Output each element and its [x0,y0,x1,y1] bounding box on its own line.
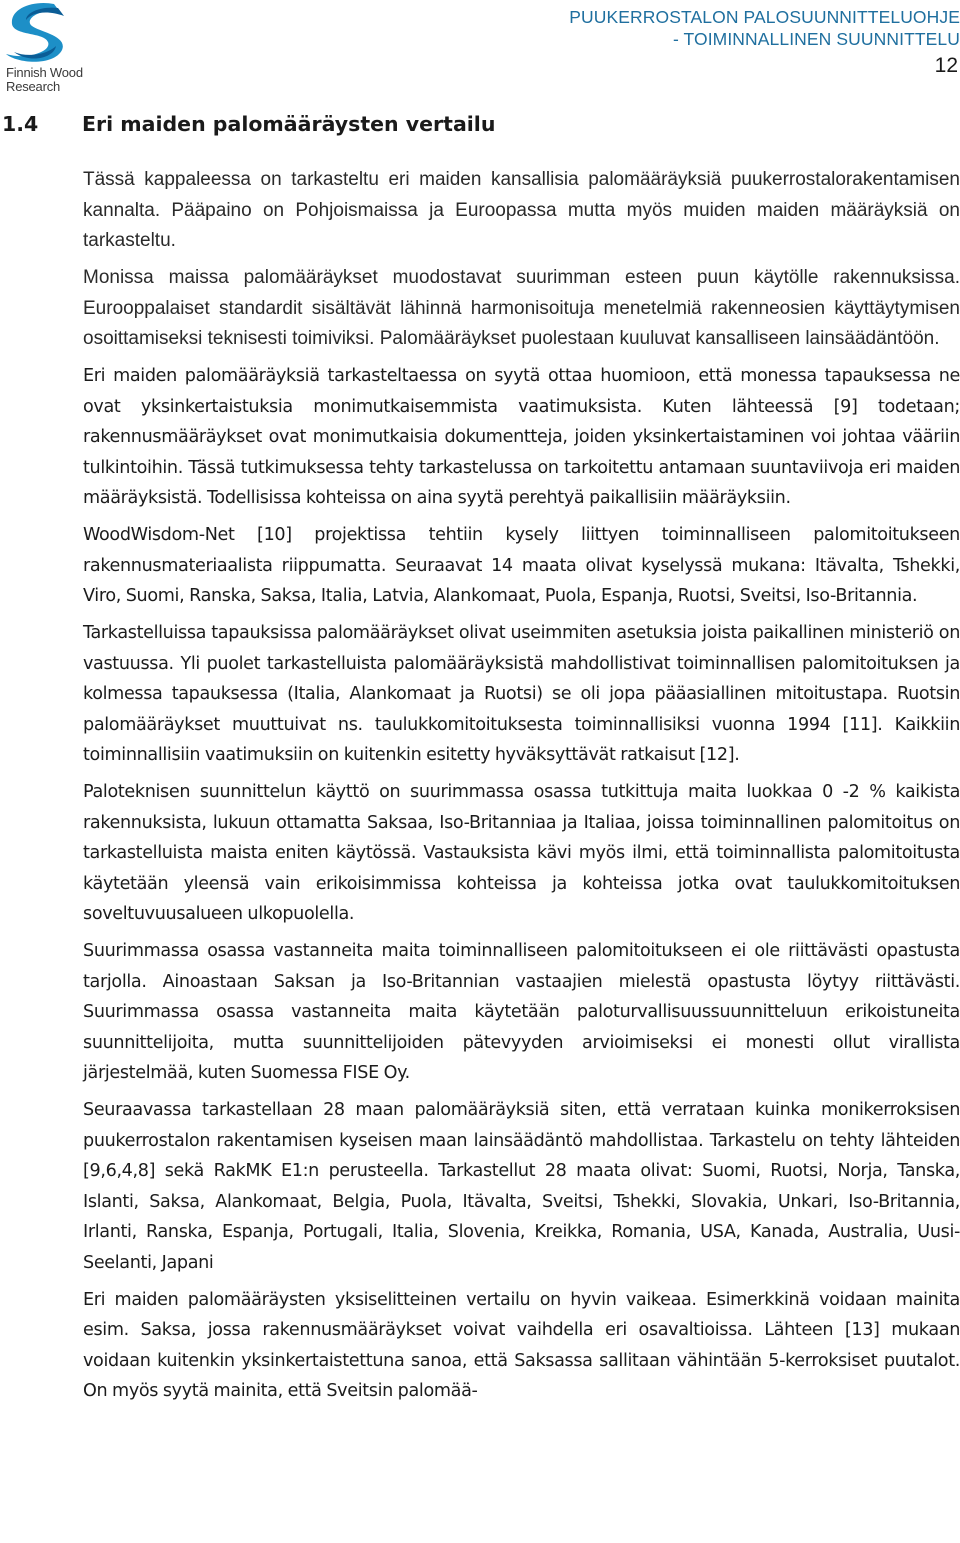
paragraph-4: WoodWisdom-Net [10] projektissa tehtiin kysely liittyen toiminnalliseen palomitoitukseen rakennusmateriaalista riippumatta. Seuraavat 14 maata olivat kyselyssä mukana: Itävalta, Tshekki, Viro, Suomi, Ranska, Saksa, Italia, Latvia, Alankomaat, Puola, Espanja, Ruotsi, Sveitsi, Iso-Britannia. [83,525,960,606]
page-number: 12 [934,54,958,77]
document-title-line-1: PUUKERROSTALON PALOSUUNNITTELUOHJE [569,7,960,27]
body-text [83,165,960,1413]
section-title: Eri maiden palomääräysten vertailu [82,112,496,136]
paragraph-9: Eri maiden palomääräysten yksiselitteinen vertailu on hyvin vaikeaa. Esimerkkinä voidaan mainita esim. Saksa, jossa rakennusmääräykset voivat vaihdella eri osavaltioissa. Lähteen [13] mukaan voidaan kuitenkin yksinkertaistettuna sanoa, että Saksassa sallitaan vähintään 5-kerroksiset puutalot. On myös syytä mainita, että Sveitsin palomää- [83,1289,960,1401]
paragraph-3: Eri maiden palomääräyksiä tarkasteltaessa on syytä ottaa huomioon, että monessa tapauksessa ne ovat yksinkertaistuksia monimutkaisemmista vaatimuksista. Kuten lähteessä [9] todetaan; rakennusmääräykset ovat monimutkaisia dokumentteja, joiden yksinkertaistaminen voi johtaa vääriin tulkintoihin. Tässä tutkimuksessa tehty tarkastelussa on tarkoitettu antamaan suuntaviivoja eri maiden määräyksistä. Todellisissa kohteissa on aina syytä perehtyä paikallisiin määräyksiin. [83,366,960,508]
paragraph-2: Monissa maissa palomääräykset muodostavat suurimman esteen puun käytölle rakennuksissa. Eurooppalaiset standardit sisältävät lähinnä harmonisoituja menetelmiä rakenneosien käyttäytymisen osoittamiseksi teknisesti toimiviksi. Palomääräykset puolestaan kuuluvat kansalliseen lainsäädäntöön. [83,267,960,349]
paragraph-5: Tarkastelluissa tapauksissa palomääräykset olivat useimmiten asetuksia joista paikallinen ministeriö on vastuussa. Yli puolet tarkastelluista palomääräyksistä mahdollistivat toiminnallisen palomitoituksen ja kolmessa tapauksessa (Italia, Alankomaat ja Ruotsi) se oli jopa pääasiallinen mitoitustapa. Ruotsin palomääräykset muuttuivat ns. taulukkomitoituksesta toiminnallisiksi vuonna 1994 [11]. Kaikkiin toiminnallisiin vaatimuksiin on kuitenkin esitetty hyväksyttävät ratkaisut [12]. [83,623,960,765]
paragraph-1: Tässä kappaleessa on tarkasteltu eri maiden kansallisia palomääräyksiä puukerrostalorakentamisen kannalta. Pääpaino on Pohjoismaissa ja Euroopassa mutta myös muiden maiden määräyksiä on tarkasteltu. [83,169,960,251]
logo-line-2: Research [6,79,61,94]
paragraph-8: Seuraavassa tarkastellaan 28 maan palomääräyksiä siten, että verrataan kuinka monikerroksisen puukerrostalon rakentamisen kyseisen maan lainsäädäntö mahdollistaa. Tarkastelu on tehty lähteiden [9,6,4,8] sekä RakMK E1:n perusteella. Tarkastellut 28 maata olivat: Suomi, Ruotsi, Norja, Tanska, Islanti, Saksa, Alankomaat, Belgia, Puola, Itävalta, Sveitsi, Tshekki, Slovakia, Unkari, Iso-Britannia, Irlanti, Ranska, Espanja, Portugali, Italia, Slovenia, Kreikka, Romania, USA, Kanada, Australia, Uusi-Seelanti, Japani [83,1100,960,1273]
logo-s-icon [4,2,74,66]
finnish-wood-research-logo [4,2,96,98]
page-header [0,0,960,100]
document-title-line-2: - TOIMINNALLINEN SUUNNITTELU [672,29,960,49]
logo-line-1: Finnish Wood [6,65,83,80]
section-number: 1.4 [2,112,39,136]
section-heading [2,112,495,136]
paragraph-7: Suurimmassa osassa vastanneita maita toiminnalliseen palomitoitukseen ei ole riittävästi opastusta tarjolla. Ainoastaan Saksan ja Iso-Britannian vastaajien mielestä opastusta löytyy riittävästi. Suurimmassa osassa vastanneita maita käytetään paloturvallisuussuunnitteluun erikoistuneita suunnittelijoita, mutta suunnittelijoiden pätevyyden arvioimiseksi ei monesti ollut virallista järjestelmää, kuten Suomessa FISE Oy. [83,941,960,1083]
logo-text [6,66,83,94]
paragraph-6: Paloteknisen suunnittelun käyttö on suurimmassa osassa tutkittuja maita luokkaa 0 -2 % kaikista rakennuksista, lukuun ottamatta Saksaa, Iso-Britanniaa ja Italiaa, joissa toiminnallinen palomitoitus on tarkastelluista maista eniten käytössä. Vastauksista kävi myös ilmi, että toiminnallista palomitoitusta käytetään yleensä vain erikoisimmissa kohteissa ja kohteissa jotka ovat taulukkomitoituksen soveltuvuusalueen ulkopuolella. [83,782,960,924]
document-title [569,6,960,50]
